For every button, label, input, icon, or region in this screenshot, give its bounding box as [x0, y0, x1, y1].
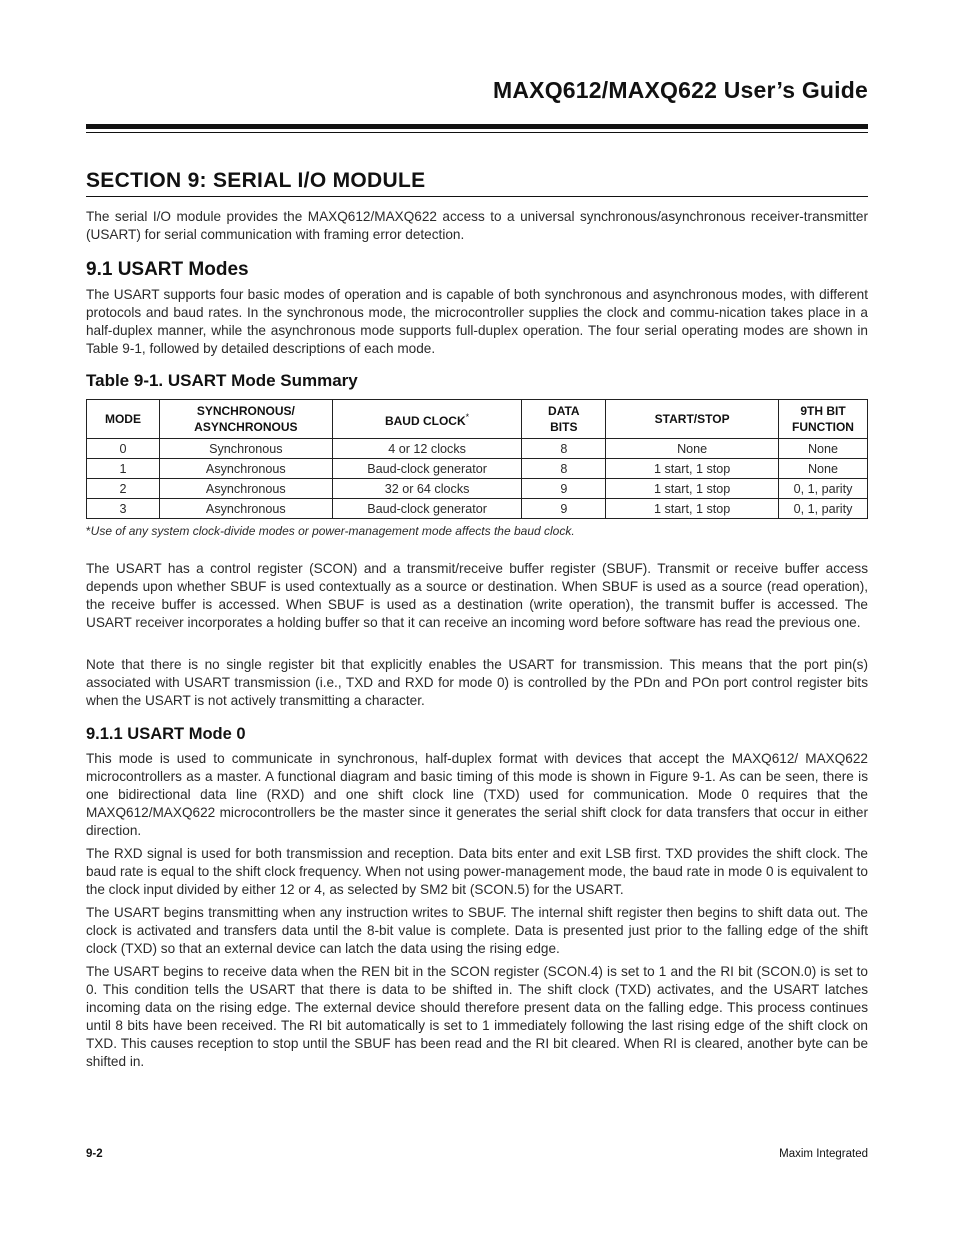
- table-row: [87, 459, 868, 479]
- cell-sync-async: Asynchronous: [159, 459, 332, 479]
- cell-start-stop: 1 start, 1 stop: [606, 479, 779, 499]
- cell-9th-bit: 0, 1, parity: [778, 479, 867, 499]
- usart-mode-table: [86, 399, 868, 519]
- table-footnote: [86, 524, 575, 538]
- table-row: [87, 479, 868, 499]
- intro-paragraph: The serial I/O module provides the MAXQ612/MAXQ622 access to a universal synchronous/asynchronous receiver-transmitter (USART) for serial communication with framing error detection.: [86, 209, 868, 242]
- cell-baud-clock: 32 or 64 clocks: [332, 479, 522, 499]
- port-pin-paragraph: Note that there is no single register bit that explicitly enables the USART for transmission. This means that the port pin(s) associated with USART transmission (i.e., TXD and RXD for mode 0) is controlled by the PDn and POn port control register bits when the USART is not actively transmitting a character.: [86, 657, 868, 708]
- cell-data-bits: 9: [522, 499, 606, 519]
- col-header-start-stop: START/STOP: [606, 400, 779, 439]
- sbuf-paragraph: The USART has a control register (SCON) and a transmit/receive buffer register (SBUF). Transmit or receive buffer access depends upon whether SBUF is used contextually as a source or destination. When SBUF is used as a source (read operation), the receive buffer is accessed. When SBUF is used as a destination (write operation), the transmit buffer is accessed. The USART receiver incorporates a holding buffer so that it can receive an incoming word before software has read the previous one.: [86, 561, 868, 630]
- col-header-baud-clock-text: BAUD CLOCK: [384, 414, 466, 428]
- header-rule-thick: [86, 124, 868, 129]
- header-rule-thin: [86, 132, 868, 133]
- cell-mode: 3: [87, 499, 160, 519]
- baud-clock-footnote-marker: *: [465, 412, 470, 422]
- mode0-paragraph: The USART begins transmitting when any instruction writes to SBUF. The internal shift register then begins to shift data out. The clock is activated and transfers data until the 8-bit value is complete. Data is presented just prior to the falling edge of the shift clock (TXD) so that an external device can latch the data using the rising edge.: [86, 905, 868, 956]
- col-header-sync-async-text: SYNCHRONOUS/ ASYNCHRONOUS: [194, 404, 298, 434]
- cell-baud-clock: 4 or 12 clocks: [332, 439, 522, 459]
- cell-data-bits: 9: [522, 479, 606, 499]
- document-title: MAXQ612/MAXQ622 User’s Guide: [492, 77, 868, 103]
- col-header-data-bits-text: DATA BITS: [548, 404, 580, 434]
- company-name: Maxim Integrated: [779, 1148, 868, 1160]
- footnote-text: Use of any system clock-divide modes or power-management mode affects the baud clock.: [90, 524, 575, 538]
- cell-data-bits: 8: [522, 459, 606, 479]
- footnote-marker: *: [86, 524, 91, 538]
- col-header-9th-bit-text: 9TH BIT FUNCTION: [791, 404, 854, 434]
- table-header-row: [87, 400, 868, 439]
- mode0-paragraph: The USART begins to receive data when the REN bit in the SCON register (SCON.4) is set to 1 and the RI bit (SCON.0) is set to 0. This condition tells the USART that there is data to be shifted in. The shift clock (TXD) activates, and the USART latches incoming data on the rising edge. The external device should therefore present data on the falling edge. This process continues until 8 bits have been received. The RI bit automatically is set to 1 immediately following the last rising edge of the shift clock on TXD. This causes reception to stop until the SBUF has been read and the RI bit cleared. When RI is cleared, another byte can be shifted in.: [86, 964, 868, 1069]
- cell-start-stop: None: [606, 439, 779, 459]
- usart-modes-paragraph: The USART supports four basic modes of operation and is capable of both synchronous and asynchronous modes, with different protocols and baud rates. In the synchronous mode, the microcontroller supplies the clock and commu-nication takes place in a half-duplex manner, while the asynchronous mode supports full-duplex operation. The four serial operating modes are shown in Table 9-1, followed by detailed descriptions of each mode.: [86, 287, 868, 356]
- col-header-data-bits: [522, 400, 606, 439]
- cell-9th-bit: None: [778, 459, 867, 479]
- col-header-9th-bit: [778, 400, 867, 439]
- mode0-heading: 9.1.1 USART Mode 0: [86, 725, 246, 743]
- table-row: [87, 499, 868, 519]
- usart-modes-heading: 9.1 USART Modes: [86, 259, 249, 280]
- table-caption: Table 9-1. USART Mode Summary: [86, 371, 358, 390]
- col-header-mode: MODE: [87, 400, 160, 439]
- cell-start-stop: 1 start, 1 stop: [606, 459, 779, 479]
- cell-sync-async: Asynchronous: [159, 479, 332, 499]
- cell-sync-async: Synchronous: [159, 439, 332, 459]
- cell-9th-bit: 0, 1, parity: [778, 499, 867, 519]
- section-title: SECTION 9: SERIAL I/O MODULE: [86, 169, 868, 197]
- cell-data-bits: 8: [522, 439, 606, 459]
- table-row: [87, 439, 868, 459]
- cell-sync-async: Asynchronous: [159, 499, 332, 519]
- mode0-paragraph: The RXD signal is used for both transmission and reception. Data bits enter and exit LSB first. TXD provides the shift clock. The baud rate is equal to the shift clock frequency. When not using power-management mode, the baud rate in mode 0 is equivalent to the clock input divided by either 12 or 4, as selected by SM2 bit (SCON.5) for the USART.: [86, 846, 868, 897]
- cell-mode: 2: [87, 479, 160, 499]
- col-header-baud-clock: [332, 400, 522, 439]
- cell-9th-bit: None: [778, 439, 867, 459]
- cell-mode: 1: [87, 459, 160, 479]
- cell-mode: 0: [87, 439, 160, 459]
- page-number: 9-2: [86, 1148, 103, 1160]
- cell-start-stop: 1 start, 1 stop: [606, 499, 779, 519]
- col-header-sync-async: [159, 400, 332, 439]
- cell-baud-clock: Baud-clock generator: [332, 499, 522, 519]
- cell-baud-clock: Baud-clock generator: [332, 459, 522, 479]
- mode0-paragraph: This mode is used to communicate in synchronous, half-duplex format with devices that accept the MAXQ612/ MAXQ622 microcontrollers as a master. A functional diagram and basic timing of this mode is shown in Figure 9-1. As can be seen, there is one bidirectional data line (RXD) and one shift clock line (TXD) used for communication. Mode 0 requires that the MAXQ612/MAXQ622 microcontrollers be the master since it generates the serial shift clock for data transfers that occur in either direction.: [86, 751, 868, 838]
